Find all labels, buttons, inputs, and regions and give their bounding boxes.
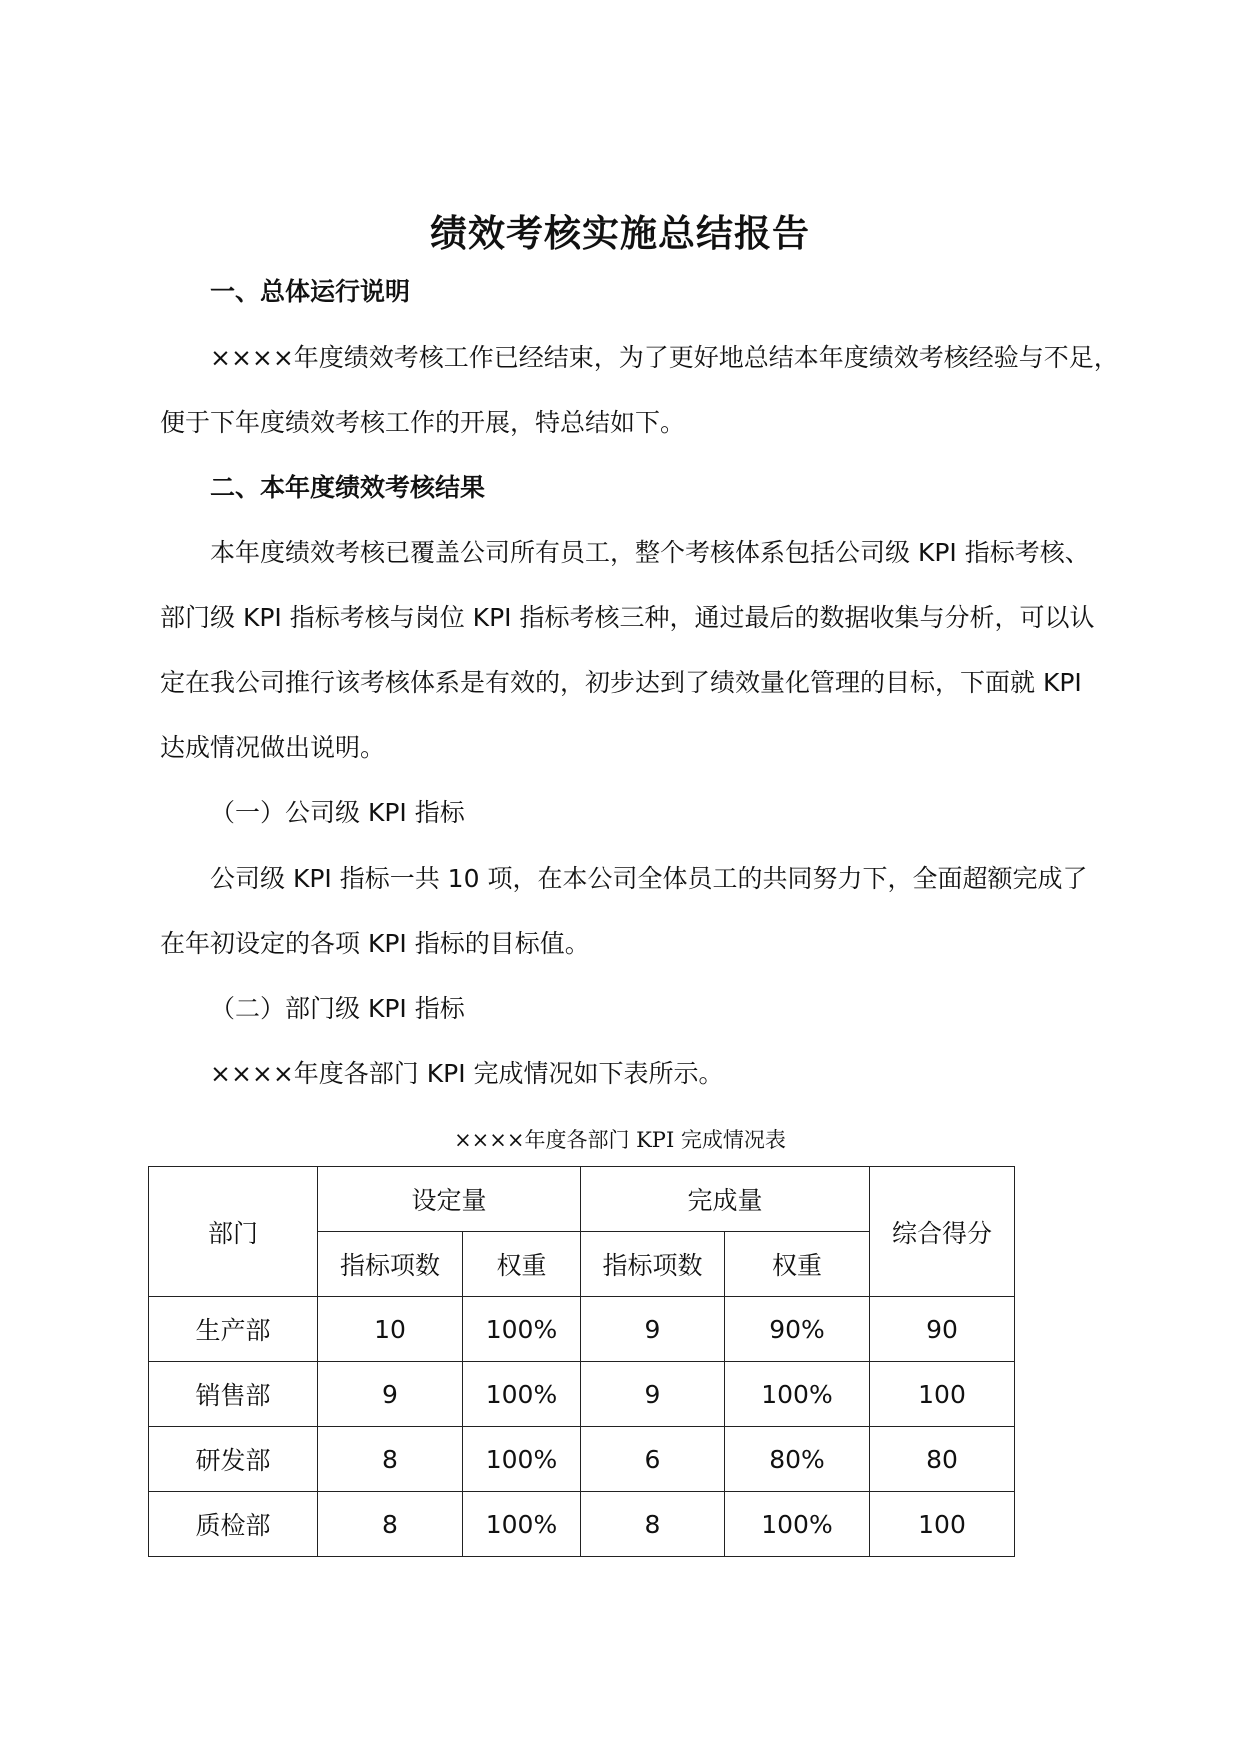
cell-set-weight: 100% <box>463 1492 581 1557</box>
subsection1-paragraph-line1: 公司级 KPI 指标一共 10 项，在本公司全体员工的共同努力下，全面超额完成了 <box>210 864 1088 893</box>
cell-done-weight: 100% <box>725 1492 870 1557</box>
subsection2-paragraph-line1: ××××年度各部门 KPI 完成情况如下表所示。 <box>210 1059 724 1088</box>
subsection1-heading: （一）公司级 KPI 指标 <box>210 798 465 827</box>
cell-set-items: 10 <box>318 1297 463 1362</box>
kpi-table <box>148 1166 1015 1557</box>
table-row <box>149 1427 1015 1492</box>
cell-done-items: 8 <box>581 1492 725 1557</box>
document-title: 绩效考核实施总结报告 <box>430 212 810 255</box>
cell-done-weight: 90% <box>725 1297 870 1362</box>
cell-score: 100 <box>870 1362 1015 1427</box>
subsection2-heading: （二）部门级 KPI 指标 <box>210 994 465 1023</box>
cell-dept: 质检部 <box>149 1492 318 1557</box>
cell-done-weight: 100% <box>725 1362 870 1427</box>
cell-set-items: 8 <box>318 1427 463 1492</box>
section2-paragraph-line1: 本年度绩效考核已覆盖公司所有员工，整个考核体系包括公司级 KPI 指标考核、 <box>210 538 1090 567</box>
header-set: 设定量 <box>318 1167 581 1232</box>
table-row <box>149 1362 1015 1427</box>
cell-score: 100 <box>870 1492 1015 1557</box>
cell-done-weight: 80% <box>725 1427 870 1492</box>
cell-set-weight: 100% <box>463 1427 581 1492</box>
header-dept: 部门 <box>149 1167 318 1297</box>
header-set-weight: 权重 <box>463 1232 581 1297</box>
table-header-row <box>149 1167 1015 1232</box>
header-done-items: 指标项数 <box>581 1232 725 1297</box>
section1-paragraph-line1: ××××年度绩效考核工作已经结束，为了更好地总结本年度绩效考核经验与不足， <box>210 343 1119 372</box>
cell-score: 90 <box>870 1297 1015 1362</box>
section2-paragraph-line3: 定在我公司推行该考核体系是有效的，初步达到了绩效量化管理的目标，下面就 KPI <box>160 668 1082 697</box>
section2-paragraph-line4: 达成情况做出说明。 <box>160 733 386 762</box>
table-caption: ××××年度各部门 KPI 完成情况表 <box>454 1128 786 1152</box>
section1-heading: 一、总体运行说明 <box>210 277 411 306</box>
cell-set-weight: 100% <box>463 1362 581 1427</box>
section1-paragraph-line2: 便于下年度绩效考核工作的开展，特总结如下。 <box>160 408 686 437</box>
header-done: 完成量 <box>581 1167 870 1232</box>
header-done-weight: 权重 <box>725 1232 870 1297</box>
cell-done-items: 9 <box>581 1297 725 1362</box>
cell-score: 80 <box>870 1427 1015 1492</box>
header-set-items: 指标项数 <box>318 1232 463 1297</box>
cell-done-items: 6 <box>581 1427 725 1492</box>
cell-dept: 销售部 <box>149 1362 318 1427</box>
subsection1-paragraph-line2: 在年初设定的各项 KPI 指标的目标值。 <box>160 929 590 958</box>
table-row <box>149 1297 1015 1362</box>
cell-dept: 生产部 <box>149 1297 318 1362</box>
cell-set-items: 9 <box>318 1362 463 1427</box>
section2-heading: 二、本年度绩效考核结果 <box>210 473 486 502</box>
table-row <box>149 1492 1015 1557</box>
cell-done-items: 9 <box>581 1362 725 1427</box>
cell-dept: 研发部 <box>149 1427 318 1492</box>
section2-paragraph-line2: 部门级 KPI 指标考核与岗位 KPI 指标考核三种，通过最后的数据收集与分析，可以认 <box>160 603 1095 632</box>
cell-set-weight: 100% <box>463 1297 581 1362</box>
header-score: 综合得分 <box>870 1167 1015 1297</box>
cell-set-items: 8 <box>318 1492 463 1557</box>
